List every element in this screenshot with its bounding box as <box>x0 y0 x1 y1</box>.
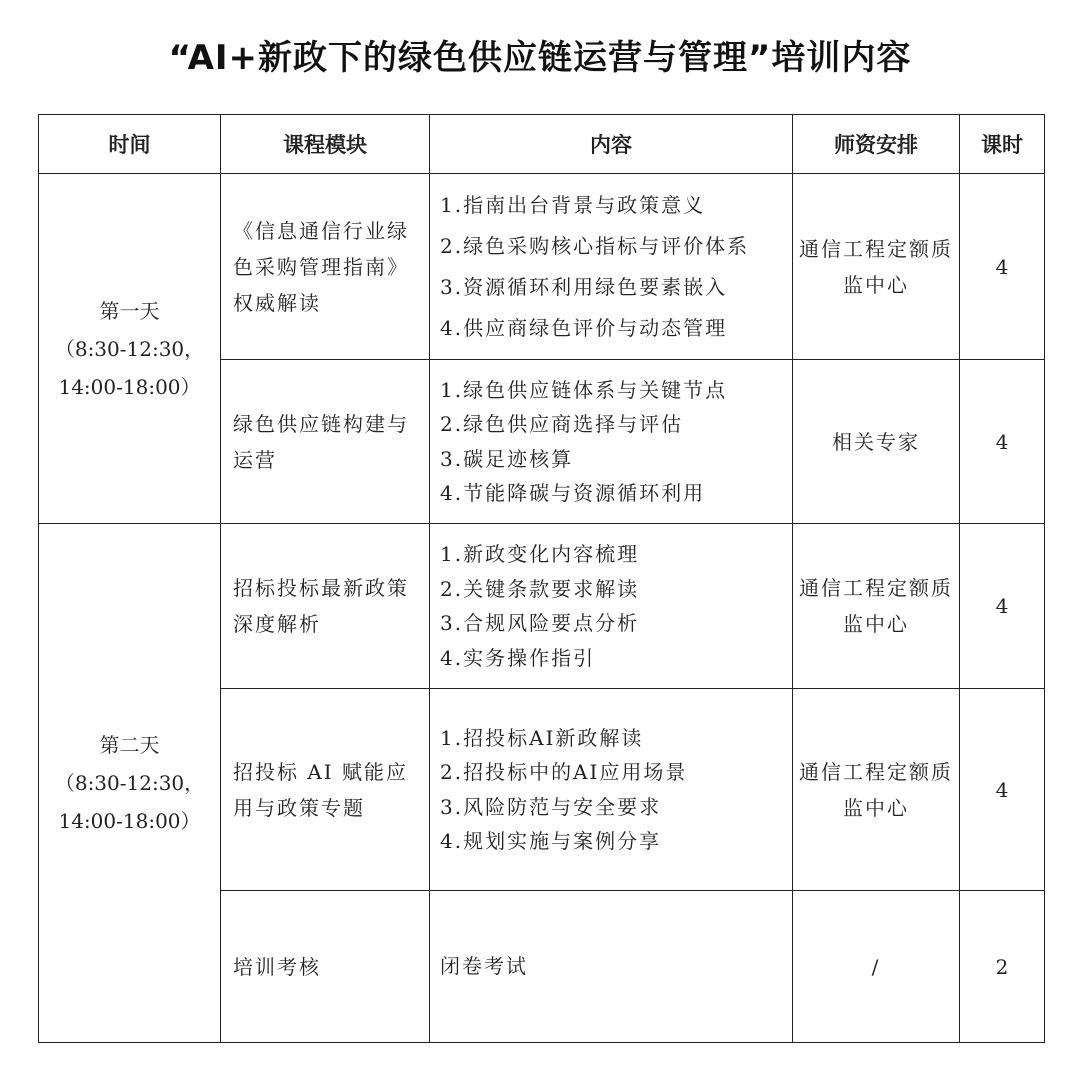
content-item: 1.绿色供应链体系与关键节点 <box>440 377 728 402</box>
teacher-cell: 通信工程定额质监中心 <box>793 174 960 360</box>
content-item: 2.关键条款要求解读 <box>440 576 640 601</box>
content-item: 2.招投标中的AI应用场景 <box>440 760 688 784</box>
day-cell <box>39 524 221 1043</box>
day-label: 第二天 <box>99 733 160 757</box>
table-header-row <box>39 115 1045 174</box>
content-item: 3.风险防范与安全要求 <box>440 794 662 819</box>
table-row <box>39 524 1045 689</box>
content-item: 3.资源循环利用绿色要素嵌入 <box>440 274 728 299</box>
content-item: 2.绿色供应商选择与评估 <box>440 412 684 436</box>
day-time-afternoon: 14:00-18:00） <box>58 809 201 833</box>
teacher-cell: 相关专家 <box>793 360 960 524</box>
module-cell: 招标投标最新政策深度解析 <box>221 524 430 689</box>
table-row <box>39 174 1045 360</box>
day-time-morning: （8:30-12:30， <box>54 336 205 361</box>
teacher-cell: / <box>793 891 960 1043</box>
hours-cell: 4 <box>960 174 1045 360</box>
header-content: 内容 <box>430 115 793 174</box>
content-item: 2.绿色采购核心指标与评价体系 <box>440 233 750 258</box>
day-label: 第一天 <box>99 298 160 323</box>
content-item: 4.实务操作指引 <box>440 645 596 670</box>
training-schedule-table <box>38 114 1045 1043</box>
content-item: 4.供应商绿色评价与动态管理 <box>440 315 728 340</box>
teacher-cell: 通信工程定额质监中心 <box>793 689 960 891</box>
content-item: 4.规划实施与案例分享 <box>440 829 662 853</box>
content-cell <box>430 360 793 524</box>
hours-cell: 4 <box>960 360 1045 524</box>
content-item: 闭卷考试 <box>440 954 528 979</box>
content-item: 3.合规风险要点分析 <box>440 611 640 635</box>
day-cell <box>39 174 221 524</box>
content-cell <box>430 689 793 891</box>
teacher-cell: 通信工程定额质监中心 <box>793 524 960 689</box>
content-cell <box>430 174 793 360</box>
header-hours: 课时 <box>960 115 1045 174</box>
header-teacher: 师资安排 <box>793 115 960 174</box>
content-item: 1.新政变化内容梳理 <box>440 542 640 566</box>
module-cell: 《信息通信行业绿色采购管理指南》权威解读 <box>221 174 430 360</box>
content-cell <box>430 891 793 1043</box>
header-time: 时间 <box>39 115 221 174</box>
day-time-afternoon: 14:00-18:00） <box>58 374 201 399</box>
module-cell: 培训考核 <box>221 891 430 1043</box>
module-cell: 绿色供应链构建与运营 <box>221 360 430 524</box>
module-cell: 招投标 AI 赋能应用与政策专题 <box>221 689 430 891</box>
content-item: 4.节能降碳与资源循环利用 <box>440 481 706 505</box>
content-item: 1.招投标AI新政解读 <box>440 725 644 750</box>
hours-cell: 4 <box>960 689 1045 891</box>
page-title: “AI+新政下的绿色供应链运营与管理”培训内容 <box>168 38 912 78</box>
content-item: 1.指南出台背景与政策意义 <box>440 192 706 217</box>
hours-cell: 4 <box>960 524 1045 689</box>
content-item: 3.碳足迹核算 <box>440 446 574 471</box>
hours-cell: 2 <box>960 891 1045 1043</box>
content-cell <box>430 524 793 689</box>
header-module: 课程模块 <box>221 115 430 174</box>
day-time-morning: （8:30-12:30， <box>54 771 205 795</box>
